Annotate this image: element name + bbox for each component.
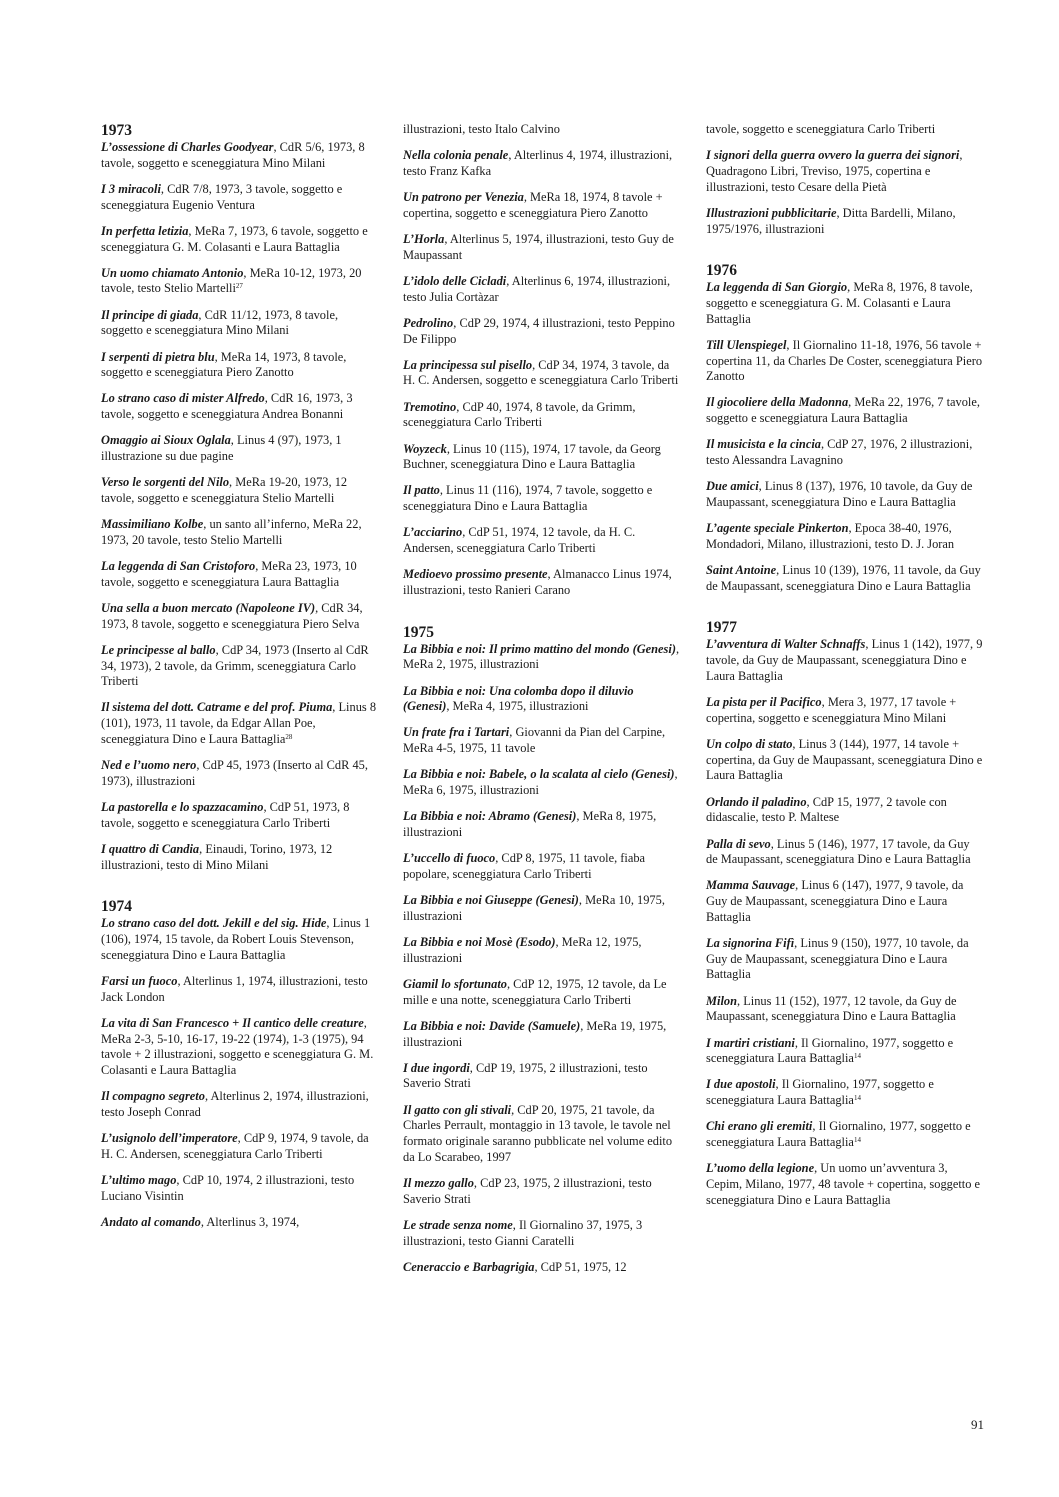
entry-details: , MeRa 14, 1973, 8 tavole, soggetto e sceneggiatura Piero Zanotto [101,349,347,380]
bibliography-entry [403,1260,681,1276]
entry-details: , MeRa 12, 1975, illustrazioni [403,935,642,965]
entry-details: , Linus 4 (97), 1973, 1 illustrazione su due pagine [101,433,342,464]
entry-title: L’usignolo dell’imperatore [101,1131,238,1146]
year-heading: 1975 [403,623,434,641]
bibliography-entry [101,517,379,548]
entry-title: Un frate fra i Tartari [403,725,510,740]
entry-title: Lo strano caso di mister Alfredo [101,391,265,406]
entry-details: , CdP 9, 1974, 9 tavole, da H. C. Andersen, sceneggiatura Carlo Triberti [101,1131,369,1161]
entry-details: , Linus 11 (152), 1977, 12 tavole, da Guy de Maupassant, sceneggiatura Dino e Laura Battaglia [706,993,957,1024]
footnote-ref: 14 [853,1136,861,1145]
bibliography-entry [403,400,681,431]
bibliography-entry [403,1103,681,1166]
entry-details: , Alterlinus 3, 1974, [200,1214,300,1229]
bibliography-entry [101,974,379,1005]
entry-title: Ceneraccio e Barbagrigia [403,1259,535,1274]
entry-title: Massimiliano Kolbe [101,517,204,532]
entry-title: La Bibbia e noi: Il primo mattino del mondo (Genesi) [403,641,676,656]
entry-title: L’ultimo mago [101,1172,177,1187]
entry-details: illustrazioni, testo Italo Calvino [403,122,560,136]
entry-title: I quattro di Candia [101,841,200,856]
bibliography-entry [101,140,379,171]
entry-details: , CdP 51, 1973, 8 tavole, soggetto e sceneggiatura Carlo Triberti [101,800,350,830]
entry-details: tavole, soggetto e sceneggiatura Carlo Triberti [706,122,936,136]
bibliography-entry [403,567,681,598]
entry-details: , Linus 1 (142), 1977, 9 tavole, da Guy de Maupassant, sceneggiatura Dino e Laura Battaglia [706,637,983,683]
entry-details: , Linus 6 (147), 1977, 9 tavole, da Guy de Maupassant, sceneggiatura Dino e Laura Battaglia [706,878,964,924]
entry-details: , MeRa 4, 1975, illustrazioni [446,699,589,714]
bibliography-entry [706,206,984,237]
bibliography-entry [403,190,681,221]
bibliography-entry [403,483,681,514]
entry-details: , CdP 10, 1974, 2 illustrazioni, testo Luciano Visintin [101,1172,355,1203]
bibliography-entry [101,758,379,789]
bibliography-entry [706,936,984,983]
bibliography-entry [403,684,681,715]
bibliography-entry [101,350,379,381]
page-number: 91 [971,1417,984,1432]
bibliography-entry [101,308,379,339]
entry-details: , CdP 8, 1975, 11 tavole, fiaba popolare, sceneggiatura Carlo Triberti [403,851,646,881]
entry-title: Medioevo prossimo presente [403,567,548,582]
bibliography-entry [403,809,681,840]
entry-details: , Almanacco Linus 1974, illustrazioni, testo Ranieri Carano [403,567,672,597]
bibliography-entry [403,525,681,556]
entry-details: , Quadragono Libri, Treviso, 1975, copertina e illustrazioni, testo Cesare della Pietà [706,148,963,194]
entry-details: , Linus 9 (150), 1977, 10 tavole, da Guy de Maupassant, sceneggiatura Dino e Laura Battaglia [706,936,969,982]
entry-details: , Alterlinus 4, 1974, illustrazioni, testo Franz Kafka [403,148,673,178]
entry-details: , CdP 12, 1975, 12 tavole, da Le mille e una notte, sceneggiatura Carlo Triberti [403,976,667,1007]
entry-title: Una sella a buon mercato (Napoleone IV) [101,600,316,615]
entry-title: Lo strano caso del dott. Jekill e del sig. Hide [101,916,327,931]
entry-details: , MeRa 19, 1975, illustrazioni [403,1018,667,1049]
entry-title: L’uccello di fuoco [403,851,496,866]
bibliography-entry [706,338,984,385]
bibliography-entry [403,935,681,966]
bibliography-entry [403,1061,681,1092]
entry-title: Le strade senza nome [403,1217,513,1232]
bibliography-entry [101,266,379,297]
bibliography-entry [101,224,379,255]
bibliography-entry [706,1119,984,1150]
entry-title: L’ossessione di Charles Goodyear [101,140,274,154]
entry-details: , Alterlinus 6, 1974, illustrazioni, testo Julia Cortàzar [403,273,671,304]
entry-details: , Giovanni da Pian del Carpine, MeRa 4-5, 1975, 11 tavole [403,725,666,756]
entry-title: Till Ulenspiegel [706,337,787,352]
entry-title: La pista per il Pacifico [706,695,822,710]
entry-details: , Linus 8 (137), 1976, 10 tavole, da Guy de Maupassant, sceneggiatura Dino e Laura Battaglia [706,479,973,509]
entry-details: , MeRa 6, 1975, illustrazioni [403,767,678,798]
entry-title: La Bibbia e noi: Una colomba dopo il diluvio (Genesi) [403,683,634,714]
bibliography-entry [403,851,681,882]
entry-title: Un colpo di stato [706,736,793,751]
entry-details: , CdR 34, 1973, 8 tavole, soggetto e sceneggiatura Piero Selva [101,600,363,631]
bibliography-entry [101,433,379,464]
entry-title: L’agente speciale Pinkerton [706,521,849,536]
entry-title: Farsi un fuoco [101,973,178,988]
bibliography-entry [101,800,379,831]
entry-title: Palla di sevo [706,836,771,851]
entry-title: La vita di San Francesco + Il cantico delle creature [101,1015,364,1030]
entry-title: Le principesse al ballo [101,642,216,657]
footnote-ref: 28 [285,732,293,741]
bibliography-entry [706,563,984,594]
bibliography-entry [403,725,681,756]
bibliography-entry [403,1176,681,1207]
entry-title: Il compagno segreto [101,1089,205,1104]
bibliography-entry [101,643,379,690]
entry-details: , MeRa 10, 1975, illustrazioni [403,893,665,923]
entry-title: Illustrazioni pubblicitarie [706,205,837,220]
entry-details: , MeRa 23, 1973, 10 tavole, soggetto e sceneggiatura Laura Battaglia [101,559,357,589]
bibliography-entry [403,1019,681,1050]
entry-title: Omaggio ai Sioux Oglala [101,433,231,448]
bibliography-entry [706,737,984,784]
entry-title: Un patrono per Venezia [403,190,524,205]
bibliography-entry [403,358,681,389]
entry-title: Woyzeck [403,441,447,456]
entry-details: , Il Giornalino 37, 1975, 3 illustrazioni, testo Gianni Caratelli [403,1217,643,1248]
entry-details: , Il Giornalino, 1977, soggetto e sceneggiatura Laura Battaglia [706,1119,971,1150]
bibliography-entry [706,878,984,925]
entry-details: , CdP 34, 1974, 3 tavole, da H. C. Andersen, soggetto e sceneggiatura Carlo Triberti [403,357,679,388]
entry-title: I due apostoli [706,1077,776,1092]
entry-details: , MeRa 7, 1973, 6 tavole, soggetto e sceneggiatura G. M. Colasanti e Laura Battaglia [101,223,368,254]
bibliography-entry [403,148,681,179]
bibliography-entry [403,642,681,673]
entry-title: I martiri cristiani [706,1035,795,1050]
year-heading: 1974 [101,898,132,916]
year-heading: 1973 [101,122,132,139]
entry-title: La Bibbia e noi Giuseppe (Genesi) [403,893,579,908]
entry-title: Saint Antoine [706,563,777,578]
entry-details: , MeRa 8, 1976, 8 tavole, soggetto e sceneggiatura G. M. Colasanti e Laura Battaglia [706,280,973,326]
entry-title: La leggenda di San Cristoforo [101,559,256,574]
bibliography-entry [101,1089,379,1120]
bibliography-entry [101,1016,379,1079]
bibliography-entry [706,1036,984,1067]
entry-details: , CdR 7/8, 1973, 3 tavole, soggetto e sceneggiatura Eugenio Ventura [101,181,343,212]
entry-details: , CdP 29, 1974, 4 illustrazioni, testo Peppino De Filippo [403,315,675,346]
bibliography-entry [403,316,681,347]
entry-title: La pastorella e lo spazzacamino [101,800,264,814]
entry-title: Il gatto con gli stivali [403,1102,512,1117]
entry-title: L’Horla [403,232,445,247]
bibliography-entry [101,1173,379,1204]
entry-title: La leggenda di San Giorgio [706,280,848,295]
entry-details: , Einaudi, Torino, 1973, 12 illustrazioni, testo di Mino Milani [101,841,333,872]
entry-details: , CdP 20, 1975, 21 tavole, da Charles Perrault, montaggio in 13 tavole, le tavole nel formato originale saranno pubblicate nel volume edito da Lo Scarabeo, 1997 [403,1102,673,1164]
bibliography-entry [101,1215,379,1231]
bibliography-entry [706,521,984,552]
entry-details: , MeRa 2-3, 5-10, 16-17, 19-22 (1974), 1-3 (1975), 94 tavole + 2 illustrazioni, soggetto e sceneggiatura G. M. Colasanti e Laura Battaglia [101,1015,374,1077]
entry-title: Milon [706,993,737,1008]
footnote-ref: 14 [853,1052,861,1061]
entry-details: , MeRa 8, 1975, illustrazioni [403,809,657,839]
bibliography-entry [706,695,984,726]
bibliography-entry [706,395,984,426]
entry-title: Tremotino [403,399,457,414]
year-heading: 1977 [706,619,737,637]
entry-title: Orlando il paladino [706,794,807,809]
bibliography-entry [403,767,681,798]
entry-details: , CdR 11/12, 1973, 8 tavole, soggetto e sceneggiatura Mino Milani [101,307,339,338]
entry-title: I due ingordi [403,1060,470,1075]
entry-title: Nella colonia penale [403,148,509,163]
entry-title: La principessa sul pisello [403,357,533,372]
entry-title: L’idolo delle Cicladi [403,273,507,288]
bibliography-entry [706,837,984,868]
entry-details: , CdP 45, 1973 (Inserto al CdR 45, 1973), illustrazioni [101,758,368,788]
entry-details: , MeRa 22, 1976, 7 tavole, soggetto e sceneggiatura Laura Battaglia [706,395,980,426]
bibliography-entry [706,122,984,138]
bibliography-entry [403,232,681,263]
entry-title: I 3 miracoli [101,181,161,196]
entry-title: Il sistema del dott. Catrame e del prof. Piuma [101,700,333,715]
bibliography-entry [101,182,379,213]
entry-title: L’acciarino [403,525,463,540]
entry-details: , Ditta Bardelli, Milano, 1975/1976, illustrazioni [706,205,956,236]
entry-details: , CdR 5/6, 1973, 8 tavole, soggetto e sceneggiatura Mino Milani [101,140,365,170]
entry-title: In perfetta letizia [101,223,189,238]
bibliography-entry [706,280,984,327]
entry-title: Mamma Sauvage [706,878,796,893]
entry-details: , CdP 51, 1975, 12 [534,1259,627,1274]
entry-details: , Un uomo un’avventura 3, Cepim, Milano, 1977, 48 tavole + copertina, soggetto e sceneggiatura Dino e Laura Battaglia [706,1161,981,1207]
bibliography-entry [403,274,681,305]
bibliography-entry [706,1077,984,1108]
entry-title: L’uomo della legione [706,1161,815,1176]
entry-title: I serpenti di pietra blu [101,349,215,364]
bibliography-entry [101,842,379,873]
bibliography-entry [706,148,984,195]
entry-details: , un santo all’inferno, MeRa 22, 1973, 20 tavole, testo Stelio Martelli [101,517,362,547]
entry-details: , Alterlinus 5, 1974, illustrazioni, testo Guy de Maupassant [403,232,674,262]
entry-details: , Linus 10 (139), 1976, 11 tavole, da Guy de Maupassant, sceneggiatura Dino e Laura Battaglia [706,563,981,593]
entry-title: Il mezzo gallo [403,1175,474,1190]
entry-details: , CdR 16, 1973, 3 tavole, soggetto e sceneggiatura Andrea Bonanni [101,391,353,422]
entry-title: I signori della guerra ovvero la guerra dei signori [706,148,960,163]
entry-title: La Bibbia e noi: Babele, o la scalata al cielo (Genesi) [403,767,675,782]
entry-details: , MeRa 18, 1974, 8 tavole + copertina, soggetto e sceneggiatura Piero Zanotto [403,190,663,220]
entry-title: La Bibbia e noi Mosè (Esodo) [403,935,556,950]
bibliography-entry [403,1218,681,1249]
bibliography-entry [403,122,681,138]
bibliography-entry [101,559,379,590]
bibliography-entry [101,391,379,422]
entry-title: Il giocoliere della Madonna [706,395,849,410]
entry-title: La Bibbia e noi: Abramo (Genesi) [403,809,577,824]
entry-details: , Alterlinus 1, 1974, illustrazioni, testo Jack London [101,973,368,1004]
bibliography-entry [101,916,379,963]
bibliography-entry [101,601,379,632]
bibliography-entry [706,479,984,510]
entry-details: , Linus 1 (106), 1974, 15 tavole, da Robert Louis Stevenson, sceneggiatura Dino e Laura Battaglia [101,916,371,962]
entry-details: , Linus 3 (144), 1977, 14 tavole + copertina, da Guy de Maupassant, sceneggiatura Dino e Laura Battaglia [706,736,983,783]
bibliography-entry [706,437,984,468]
entry-details: , Il Giornalino, 1977, soggetto e sceneggiatura Laura Battaglia [706,1035,954,1066]
bibliography-entry [101,475,379,506]
bibliography-entry [706,1161,984,1208]
entry-details: , Il Giornalino, 1977, soggetto e sceneggiatura Laura Battaglia [706,1077,934,1108]
entry-title: Ned e l’uomo nero [101,758,197,773]
bibliography-entry [706,637,984,684]
entry-details: , MeRa 19-20, 1973, 12 tavole, soggetto e sceneggiatura Stelio Martelli [101,475,348,505]
entry-details: , CdP 19, 1975, 2 illustrazioni, testo Saverio Strati [403,1060,648,1091]
entry-title: Il principe di giada [101,307,199,322]
bibliography-entry [403,442,681,473]
entry-title: L’avventura di Walter Schnaffs [706,637,866,652]
entry-title: Verso le sorgenti del Nilo [101,475,230,490]
bibliography-entry [101,1131,379,1162]
entry-title: Andato al comando [101,1214,201,1229]
entry-title: Il musicista e la cincia [706,437,821,452]
entry-details: , Mera 3, 1977, 17 tavole + copertina, soggetto e sceneggiatura Mino Milani [706,695,957,725]
entry-title: Il patto [403,483,440,498]
entry-details: , CdP 15, 1977, 2 tavole con didascalie, testo P. Maltese [706,794,947,825]
entry-details: , MeRa 2, 1975, illustrazioni [403,641,680,672]
entry-title: Chi erano gli eremiti [706,1119,813,1134]
entry-details: , CdP 40, 1974, 8 tavole, da Grimm, sceneggiatura Carlo Triberti [403,399,636,430]
entry-title: Pedrolino [403,315,454,330]
entry-details: , Linus 5 (146), 1977, 17 tavole, da Guy de Maupassant, sceneggiatura Dino e Laura Battaglia [706,836,971,867]
bibliography-entry [403,977,681,1008]
entry-title: Giamil lo sfortunato [403,976,507,991]
bibliography-entry [706,795,984,826]
entry-details: , CdP 51, 1974, 12 tavole, da H. C. Andersen, sceneggiatura Carlo Triberti [403,525,636,556]
entry-title: Un uomo chiamato Antonio [101,265,244,280]
entry-details: , Epoca 38-40, 1976, Mondadori, Milano, illustrazioni, testo D. J. Joran [706,521,955,551]
entry-details: , Linus 8 (101), 1973, 11 tavole, da Edgar Allan Poe, sceneggiatura Dino e Laura Battaglia [101,700,377,746]
column-3 [706,122,984,1219]
bibliography-entry [403,893,681,924]
entry-details: , Linus 11 (116), 1974, 7 tavole, soggetto e sceneggiatura Dino e Laura Battaglia [403,483,653,514]
entry-details: , CdP 23, 1975, 2 illustrazioni, testo Saverio Strati [403,1175,652,1206]
entry-details: , Linus 10 (115), 1974, 17 tavole, da Georg Buchner, sceneggiatura Dino e Laura Battaglia [403,441,661,472]
entry-details: , CdP 34, 1973 (Inserto al CdR 34, 1973), 2 tavole, da Grimm, sceneggiatura Carlo Triberti [101,642,369,689]
year-heading: 1976 [706,262,737,280]
footnote-ref: 27 [235,282,243,291]
entry-details: , Il Giornalino 11-18, 1976, 56 tavole + copertina 11, da Charles De Coster, sceneggiatura Piero Zanotto [706,337,983,384]
entry-details: , Alterlinus 2, 1974, illustrazioni, testo Joseph Conrad [101,1089,369,1119]
entry-title: Due amici [706,479,759,494]
column-1 [101,122,379,1241]
entry-details: , MeRa 10-12, 1973, 20 tavole, testo Stelio Martelli [101,265,362,296]
column-2 [403,122,681,1286]
entry-details: , CdP 27, 1976, 2 illustrazioni, testo Alessandra Lavagnino [706,437,973,468]
bibliography-entry [706,994,984,1025]
entry-title: La signorina Fifì [706,936,795,951]
bibliography-entry [101,700,379,747]
entry-title: La Bibbia e noi: Davide (Samuele) [403,1018,581,1033]
footnote-ref: 14 [853,1094,861,1103]
